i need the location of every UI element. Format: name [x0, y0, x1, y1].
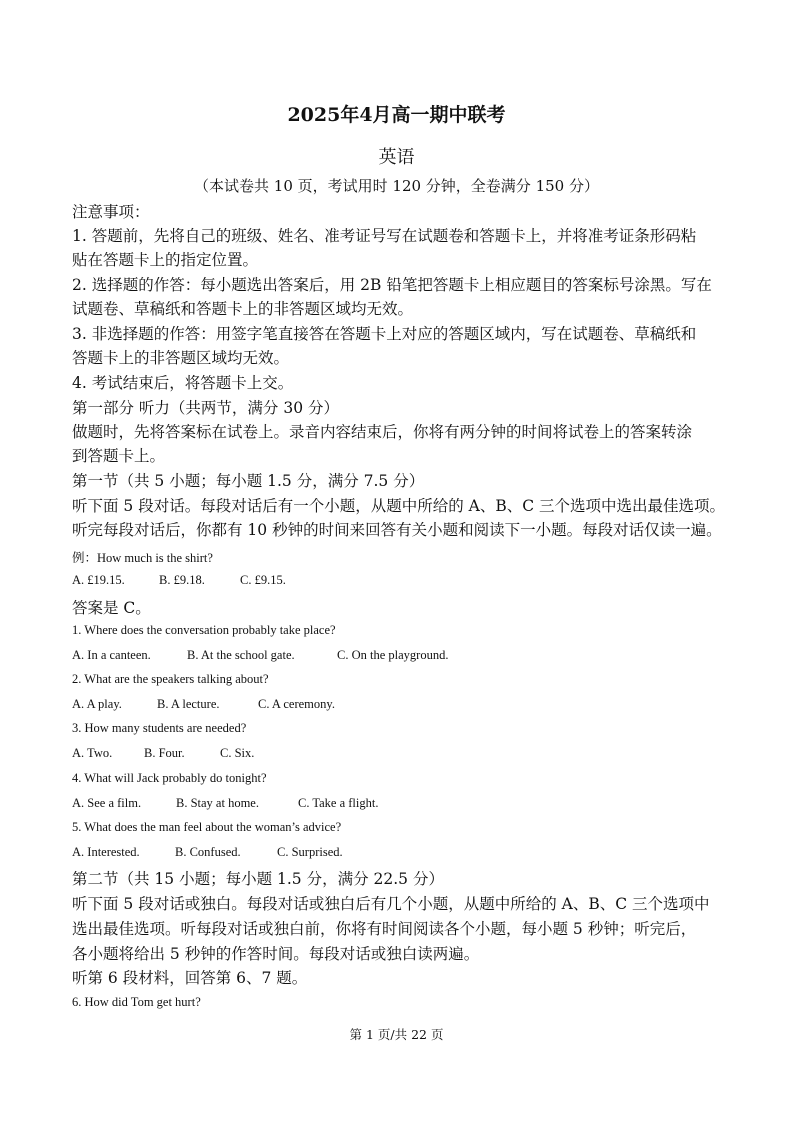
- example-option-b: B. £9.18.: [159, 573, 205, 587]
- question-5: 5. What does the man feel about the woman’s advice?: [72, 820, 342, 834]
- q2-option-c: C. A ceremony.: [258, 697, 335, 711]
- question-4-options: [72, 796, 378, 811]
- note-1-line-2: 贴在答题卡上的指定位置。: [72, 251, 259, 269]
- question-2-options: [72, 697, 335, 712]
- note-1-line-1: 1. 答题前，先将自己的班级、姓名、准考证号写在试题卷和答题卡上，并将准考证条形码粘: [72, 227, 697, 245]
- part1-instruction-line-2: 到答题卡上。: [72, 447, 166, 465]
- question-3: 3. How many students are needed?: [72, 721, 247, 735]
- material-6-instruction: 听第 6 段材料，回答第 6、7 题。: [72, 969, 308, 987]
- section2-heading: 第二节（共 15 小题；每小题 1.5 分，满分 22.5 分）: [72, 870, 444, 888]
- question-6: 6. How did Tom get hurt?: [72, 995, 201, 1009]
- note-4: 4. 考试结束后，将答题卡上交。: [72, 374, 294, 392]
- q2-option-a: A. A play.: [72, 697, 122, 711]
- subject-title: 英语: [378, 147, 415, 168]
- q4-option-b: B. Stay at home.: [176, 796, 259, 810]
- exam-title: 2025年4月高一期中联考: [287, 104, 506, 126]
- question-2: 2. What are the speakers talking about?: [72, 672, 269, 686]
- q3-option-c: C. Six.: [220, 746, 255, 760]
- question-4: 4. What will Jack probably do tonight?: [72, 771, 267, 785]
- q5-option-b: B. Confused.: [175, 845, 241, 859]
- part1-heading: 第一部分 听力（共两节，满分 30 分）: [72, 399, 340, 417]
- q1-option-c: C. On the playground.: [337, 648, 449, 662]
- example-option-c: C. £9.15.: [240, 573, 286, 587]
- q5-option-a: A. Interested.: [72, 845, 140, 859]
- section1-instruction-line-1: 听下面 5 段对话。每段对话后有一个小题，从题中所给的 A、B、C 三个选项中选出最佳选项。: [72, 497, 726, 515]
- question-3-options: [72, 746, 254, 761]
- section2-instruction-line-3: 各小题将给出 5 秒钟的作答时间。每段对话或独白读两遍。: [72, 945, 480, 963]
- part1-instruction-line-1: 做题时，先将答案标在试卷上。录音内容结束后，你将有两分钟的时间将试卷上的答案转涂: [72, 423, 693, 441]
- section1-instruction-line-2: 听完每段对话后，你都有 10 秒钟的时间来回答有关小题和阅读下一小题。每段对话仅读一遍。: [72, 521, 722, 539]
- q1-option-a: A. In a canteen.: [72, 648, 151, 662]
- notes-heading: 注意事项：: [72, 203, 150, 221]
- section2-instruction-line-1: 听下面 5 段对话或独白。每段对话或独白后有几个小题，从题中所给的 A、B、C 三个选项中: [72, 895, 710, 913]
- example-question: 例：How much is the shirt?: [72, 551, 213, 565]
- q1-option-b: B. At the school gate.: [187, 648, 295, 662]
- note-2-line-1: 2. 选择题的作答：每小题选出答案后，用 2B 铅笔把答题卡上相应题目的答案标号涂黑。写在: [72, 276, 712, 294]
- page-number: 第 1 页/共 22 页: [349, 1027, 444, 1042]
- q5-option-c: C. Surprised.: [277, 845, 343, 859]
- exam-info: （本试卷共 10 页，考试用时 120 分钟，全卷满分 150 分）: [194, 177, 599, 195]
- q3-option-a: A. Two.: [72, 746, 113, 760]
- note-2-line-2: 试题卷、草稿纸和答题卡上的非答题区域均无效。: [72, 300, 414, 318]
- note-3-line-1: 3. 非选择题的作答：用签字笔直接答在答题卡上对应的答题区域内，写在试题卷、草稿纸和: [72, 325, 697, 343]
- question-1: 1. Where does the conversation probably take place?: [72, 623, 336, 637]
- question-5-options: [72, 845, 343, 860]
- section1-heading: 第一节（共 5 小题；每小题 1.5 分，满分 7.5 分）: [72, 472, 425, 490]
- section2-instruction-line-2: 选出最佳选项。听每段对话或独白前，你将有时间阅读各个小题，每小题 5 秒钟；听完后，: [72, 920, 697, 938]
- example-option-a: A. £19.15.: [72, 573, 125, 587]
- q2-option-b: B. A lecture.: [157, 697, 220, 711]
- note-3-line-2: 答题卡上的非答题区域均无效。: [72, 349, 290, 367]
- q3-option-b: B. Four.: [144, 746, 185, 760]
- example-options: [72, 573, 286, 588]
- q4-option-a: A. See a film.: [72, 796, 142, 810]
- q4-option-c: C. Take a flight.: [298, 796, 379, 810]
- example-answer: 答案是 C。: [72, 599, 151, 617]
- question-1-options: [72, 648, 448, 663]
